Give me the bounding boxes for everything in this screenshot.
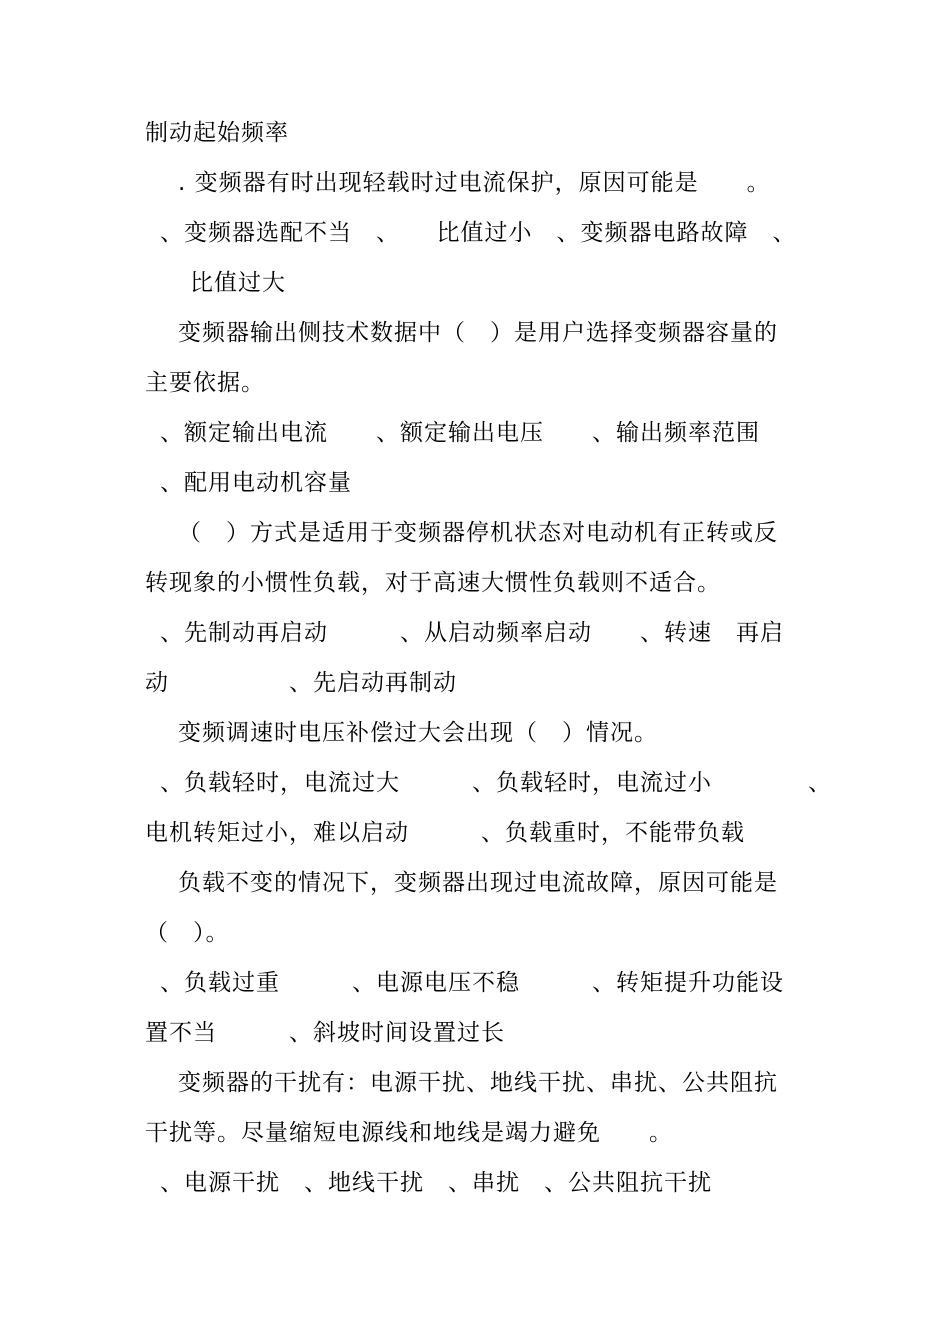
answer-options: 、先制动再启动 、从启动频率启动 、转速 再启 [160,620,784,646]
answer-options: 、电源干扰 、地线干扰 、串扰 、公共阻抗干扰 [160,1170,712,1196]
question-stem: 主要依据。 [145,370,265,396]
question-stem: 变频器输出侧技术数据中（ ）是用户选择变频器容量的 [178,320,778,346]
answer-options: 、负载过重 、电源电压不稳 、转矩提升功能设 [160,970,784,996]
answer-options: 、配用电动机容量 [160,470,352,496]
question-stem: . 变频器有时出现轻载时过电流保护，原因可能是 。 [178,170,771,196]
question-stem: （ ）。 [145,920,230,946]
answer-options: 动 、先启动再制动 [145,670,457,696]
answer-options: 、额定输出电流 、额定输出电压 、输出频率范围 [160,420,760,446]
question-stem: 负载不变的情况下，变频器出现过电流故障，原因可能是 [178,870,778,896]
text-line: 制动起始频率 [145,120,289,146]
answer-options: 比值过大 [190,270,286,296]
answer-options: 、负载轻时，电流过大 、负载轻时，电流过小 、 [160,770,832,796]
question-stem: （ ）方式是适用于变频器停机状态对电动机有正转或反 [178,520,778,546]
question-stem: 变频器的干扰有：电源干扰、地线干扰、串扰、公共阻抗 [178,1070,778,1096]
answer-options: 置不当 、斜坡时间设置过长 [145,1020,505,1046]
answer-options: 电机转矩过小，难以启动 、负载重时，不能带负载 [145,820,745,846]
answer-options: 、变频器选配不当 、 比值过小 、变频器电路故障 、 [160,220,797,246]
question-stem: 转现象的小惯性负载，对于高速大惯性负载则不适合。 [145,570,721,596]
question-stem: 干扰等。尽量缩短电源线和地线是竭力避免 。 [145,1120,673,1146]
question-stem: 变频调速时电压补偿过大会出现（ ）情况。 [178,720,658,746]
